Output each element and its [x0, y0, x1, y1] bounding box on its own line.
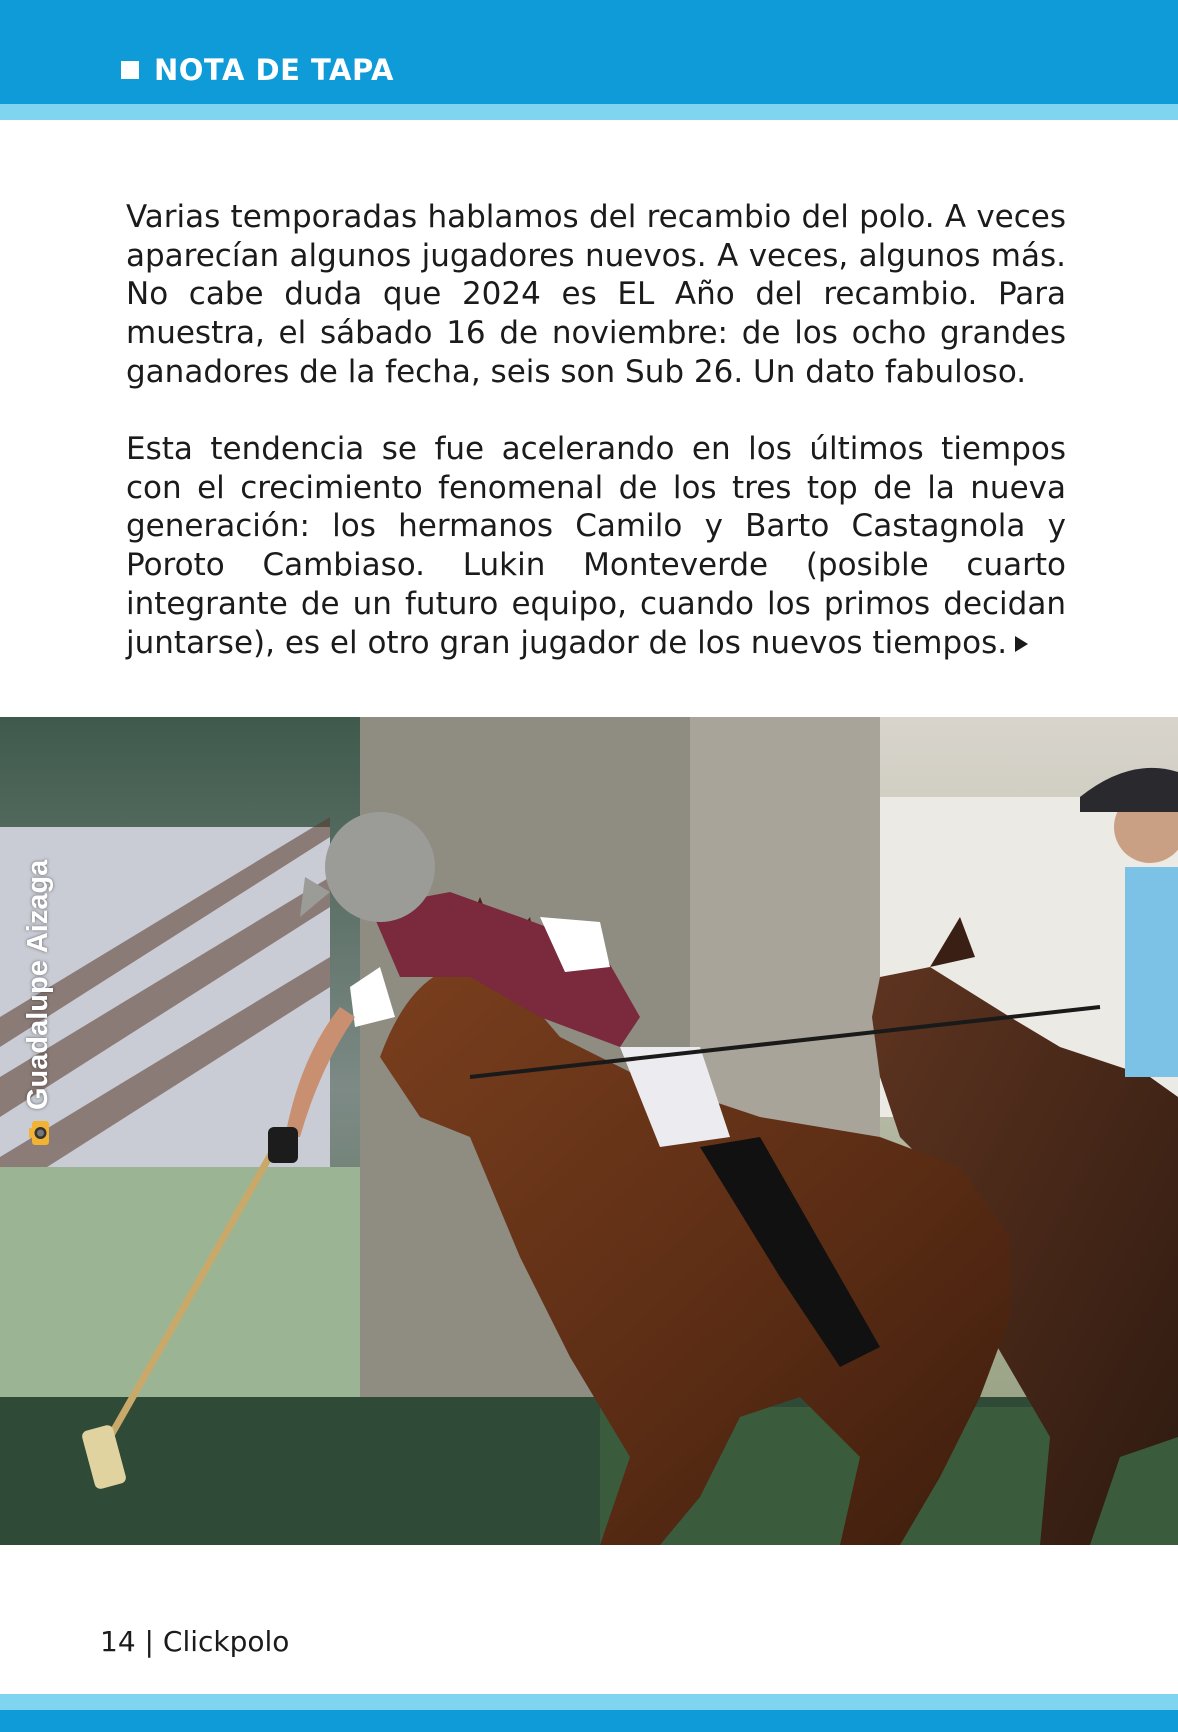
header-stripe	[0, 104, 1178, 120]
continue-arrow-icon	[1015, 636, 1028, 652]
footer-separator: |	[144, 1625, 154, 1658]
section-label: NOTA DE TAPA	[154, 53, 394, 87]
footer-bar	[0, 1710, 1178, 1732]
polo-photo	[0, 717, 1178, 1545]
article-paragraph-1	[126, 198, 1066, 392]
camera-icon	[28, 1120, 50, 1146]
footer-page-label	[100, 1625, 289, 1658]
publication-name: Clickpolo	[162, 1625, 290, 1658]
photo-credit-text: Guadalupe Aizaga	[22, 859, 54, 1110]
paragraph-2-text: Esta tendencia se fue acelerando en los últimos tiempos con el crecimiento fenomenal de los tres top de la nueva generación: los hermanos Camilo y Barto Castagnola y Poroto Cambiaso. Lukin Monteverde (posible cuarto integrante de un futuro equipo, cuando los primos decidan juntarse), es el otro gran jugador de los nuevos tiempos.	[126, 431, 1066, 661]
page-number: 14	[100, 1625, 136, 1658]
section-square-icon	[121, 61, 139, 79]
paragraph-1-text: Varias temporadas hablamos del recambio del polo. A veces aparecían algunos jugadores nuevos. A veces, algunos más. No cabe duda que 2024 es EL Año del recambio. Para muestra, el sábado 16 de noviembre: de los ocho grandes ganadores de la fecha, seis son Sub 26. Un dato fabuloso.	[126, 199, 1066, 390]
footer-stripe	[0, 1694, 1178, 1710]
polo-photo-illustration	[0, 717, 1178, 1545]
article-paragraph-2	[126, 430, 1066, 662]
